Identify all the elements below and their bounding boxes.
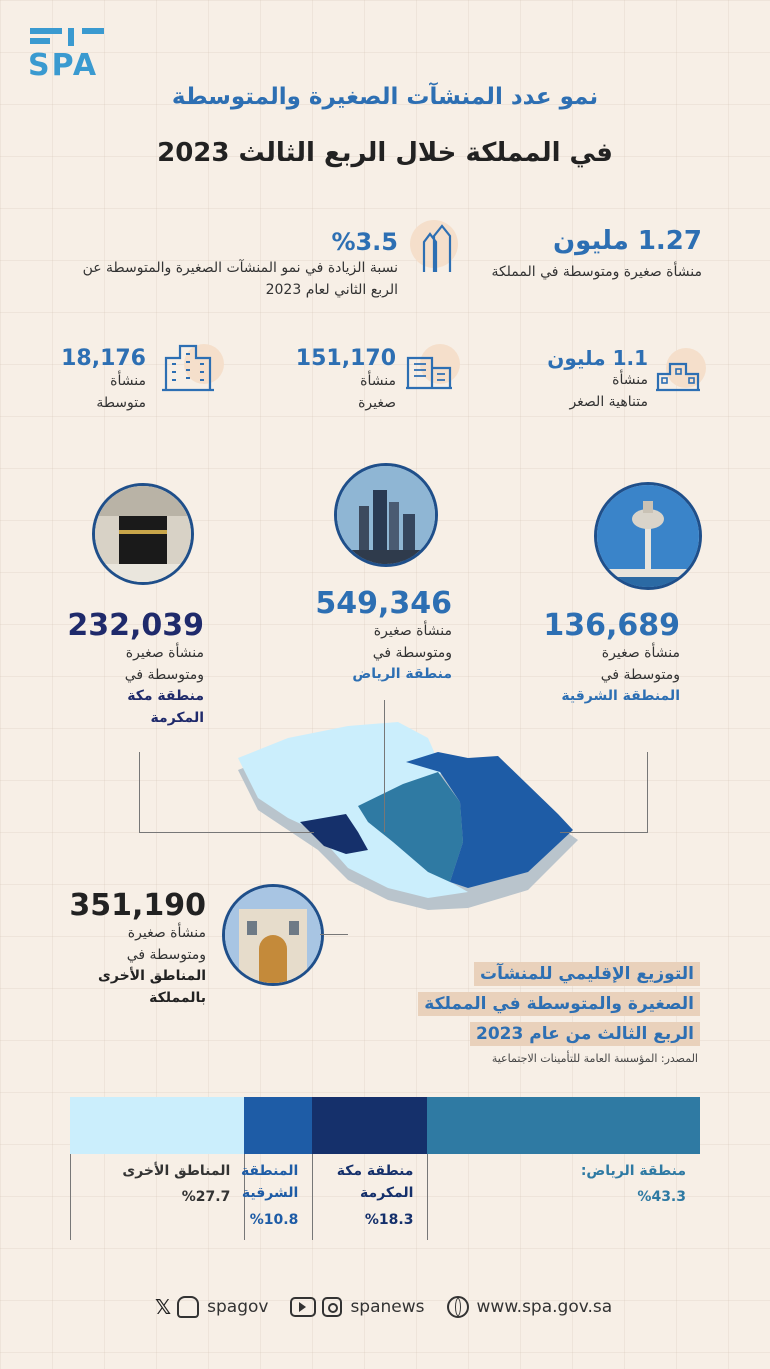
bar-category-riyadh: منطقة الرياض: xyxy=(580,1163,686,1179)
bar-segment-eastern xyxy=(244,1097,312,1154)
riyadh-skyline-photo xyxy=(334,463,438,567)
bar-segment-other xyxy=(70,1097,244,1154)
eastern-label: منشأة صغيرة ومتوسطة في xyxy=(600,645,680,683)
connector-eastern-v xyxy=(647,752,648,832)
kpi-total-value: 1.27 مليون xyxy=(552,226,702,256)
kpi-small-label2: صغيرة xyxy=(358,394,396,411)
globe-icon[interactable] xyxy=(447,1296,469,1318)
other-label: منشأة صغيرة ومتوسطة في xyxy=(126,925,206,963)
other-region-name: المناطق الأخرى بالمملكة xyxy=(98,968,206,1007)
kpi-micro-value: 1.1 مليون xyxy=(547,346,648,370)
bar-separator-makkah xyxy=(312,1154,313,1240)
distribution-title-line3: الربع الثالث من عام 2023 xyxy=(470,1022,700,1046)
makkah-value: 232,039 xyxy=(67,608,204,643)
handle-spagov[interactable]: spagov xyxy=(207,1297,269,1317)
logo-word: SPA xyxy=(28,48,99,83)
region-makkah xyxy=(4,608,204,730)
bar-value-riyadh: %43.3 xyxy=(637,1189,686,1206)
kpi-small xyxy=(276,346,396,414)
riyadh-region-name: منطقة الرياض xyxy=(352,666,452,683)
makkah-label: منشأة صغيرة ومتوسطة في xyxy=(124,645,204,683)
bar-value-makkah: %18.3 xyxy=(364,1211,414,1228)
bar-legend-riyadh xyxy=(433,1160,686,1209)
source-note: المصدر: المؤسسة العامة للتأمينات الاجتماعية xyxy=(491,1052,698,1065)
building-medium-icon xyxy=(404,348,454,394)
connector-makkah-h xyxy=(139,832,314,833)
kpi-medium xyxy=(56,346,146,414)
kpi-growth-value: %3.5 xyxy=(331,228,398,256)
bar-category-other: المناطق الأخرى xyxy=(122,1163,231,1179)
region-eastern xyxy=(460,608,680,708)
bar-value-eastern: %10.8 xyxy=(249,1211,299,1228)
growth-arrows-icon xyxy=(418,224,458,278)
riyadh-value: 549,346 xyxy=(315,586,452,621)
bar-separator-riyadh xyxy=(427,1154,428,1240)
region-riyadh xyxy=(232,586,452,686)
youtube-icon[interactable] xyxy=(290,1297,316,1317)
kpi-micro xyxy=(508,346,648,413)
x-icon[interactable]: 𝕏 xyxy=(155,1295,172,1319)
region-other xyxy=(6,888,206,1010)
building-large-icon xyxy=(160,342,216,396)
handle-spanews[interactable]: spanews xyxy=(350,1297,425,1317)
kpi-micro-label2: متناهية الصغر xyxy=(569,393,648,410)
eastern-watertower-photo xyxy=(594,482,702,590)
connector-riyadh xyxy=(384,700,385,832)
bar-separator-other xyxy=(70,1154,71,1240)
other-value: 351,190 xyxy=(69,888,206,923)
distribution-title-line1: التوزيع الإقليمي للمنشآت xyxy=(474,962,700,986)
bar-value-other: %27.7 xyxy=(181,1189,231,1206)
distribution-title-line2: الصغيرة والمتوسطة في المملكة xyxy=(418,992,700,1016)
kpi-growth-label: نسبة الزيادة في نمو المنشآت الصغيرة والمتوسطة عن الربع الثاني لعام 2023 xyxy=(82,260,398,298)
eastern-region-name: المنطقة الشرقية xyxy=(561,688,680,705)
connector-other xyxy=(320,934,348,935)
kpi-medium-label2: متوسطة xyxy=(96,394,146,411)
kpi-small-label1: منشأة xyxy=(360,373,396,389)
kpi-medium-label1: منشأة xyxy=(110,373,146,389)
kpi-total xyxy=(482,226,702,284)
kpi-medium-value: 18,176 xyxy=(61,346,146,371)
kpi-small-value: 151,170 xyxy=(295,346,396,371)
bar-segment-makkah xyxy=(312,1097,427,1154)
instagram-icon[interactable] xyxy=(322,1297,342,1317)
kpi-micro-label1: منشأة xyxy=(612,372,648,388)
title-line2: في المملكة خلال الربع الثالث 2023 xyxy=(157,138,613,168)
bar-category-eastern: المنطقة الشرقية xyxy=(240,1163,299,1202)
bar-legend-other xyxy=(76,1160,230,1209)
connector-eastern-h xyxy=(560,832,648,833)
bar-legend-eastern xyxy=(240,1160,299,1231)
bar-segment-riyadh xyxy=(427,1097,700,1154)
connector-makkah-v xyxy=(139,752,140,832)
building-small-icon xyxy=(654,356,702,396)
kpi-total-label: منشأة صغيرة ومتوسطة في المملكة xyxy=(491,264,702,280)
title-line1: نمو عدد المنشآت الصغيرة والمتوسطة xyxy=(171,84,599,110)
site-url[interactable]: www.spa.gov.sa xyxy=(476,1297,613,1317)
spa-logo xyxy=(28,26,108,83)
riyadh-label: منشأة صغيرة ومتوسطة في xyxy=(372,623,452,661)
distribution-title xyxy=(360,962,700,1052)
footer xyxy=(155,1292,625,1322)
snapchat-icon[interactable] xyxy=(177,1296,199,1318)
bar-category-makkah: منطقة مكة المكرمة xyxy=(336,1163,414,1202)
bar-legend-makkah xyxy=(318,1160,413,1231)
makkah-region-name: منطقة مكة المكرمة xyxy=(127,688,204,727)
makkah-kaaba-photo xyxy=(92,483,194,585)
kpi-growth xyxy=(68,228,398,301)
eastern-value: 136,689 xyxy=(543,608,680,643)
saudi-map xyxy=(228,722,588,916)
